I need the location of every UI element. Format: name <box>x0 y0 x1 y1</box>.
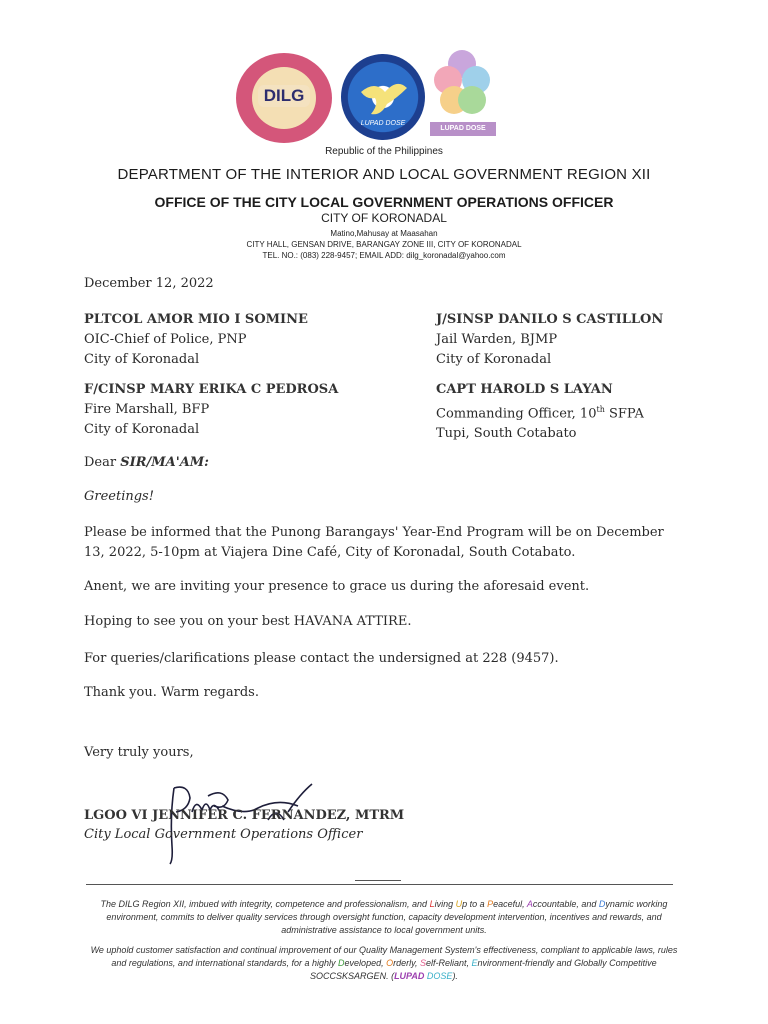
recipient-title: OIC-Chief of Police, PNP <box>84 332 247 347</box>
recipient-name: PLTCOL AMOR MIO I SOMINE <box>84 312 308 327</box>
footer-quality-policy: We uphold customer satisfaction and continual improvement of our Quality Management System's effectiveness, compliant to applicable laws, rules and regulations, and international standards, for a highly Developed, Orderly, Self-Reliant, Environment-friendly and Globally Competitive SOCCSKSARGEN. (LUPAD DOSE). <box>90 945 678 981</box>
lupad-dose-seal-text: LUPAD DOSE <box>360 120 406 127</box>
recipient-place: City of Koronadal <box>84 352 200 367</box>
signatory-name: LGOO VI JENNIFER C. FERNANDEZ, MTRM <box>84 808 405 823</box>
body-paragraph: Thank you. Warm regards. <box>84 685 259 700</box>
recipient-title: Fire Marshall, BFP <box>84 402 210 417</box>
body-paragraph: Anent, we are inviting your presence to grace us during the aforesaid event. <box>84 579 590 594</box>
lupad-dose-logo <box>430 50 496 136</box>
greeting: Greetings! <box>84 489 154 504</box>
recipient-block <box>436 380 644 444</box>
recipient-block <box>84 380 338 440</box>
motto: Matino,Mahusay at Maasahan <box>330 229 438 238</box>
lupad-dose-logo-text: LUPAD DOSE <box>430 122 496 136</box>
dilg-seal <box>236 53 332 143</box>
office-title: OFFICE OF THE CITY LOCAL GOVERNMENT OPERATIONS OFFICER <box>154 194 614 210</box>
letter-date: December 12, 2022 <box>84 276 214 291</box>
dilg-logo-text: DILG <box>258 85 310 107</box>
salutation: Dear SIR/MA'AM: <box>84 455 209 470</box>
footer-divider <box>86 884 673 885</box>
recipient-place: Tupi, South Cotabato <box>436 426 577 442</box>
recipient-name: F/CINSP MARY ERIKA C PEDROSA <box>84 382 339 397</box>
body-paragraph: For queries/clarifications please contact the undersigned at 228 (9457). <box>84 651 559 666</box>
dove-icon <box>341 54 425 140</box>
body-paragraph: Please be informed that the Punong Barangays' Year-End Program will be on December 13, 2022, 5-10pm at Viajera Dine Café, City of Koronadal, South Cotabato. <box>84 525 664 560</box>
address: CITY HALL, GENSAN DRIVE, BARANGAY ZONE III, CITY OF KORONADAL <box>246 240 522 249</box>
contact-info: TEL. NO.: (083) 228-9457; EMAIL ADD: dilg_koronadal@yahoo.com <box>262 251 506 260</box>
city-name: CITY OF KORONADAL <box>321 211 447 225</box>
recipient-name: J/SINSP DANILO S CASTILLON <box>436 312 664 327</box>
lupad-dose-seal <box>341 54 425 140</box>
recipient-place: City of Koronadal <box>84 422 200 437</box>
footer-divider-accent <box>355 880 401 881</box>
department-title: DEPARTMENT OF THE INTERIOR AND LOCAL GOVERNMENT REGION XII <box>117 166 651 183</box>
recipient-block <box>436 310 663 370</box>
recipient-title: Commanding Officer, 10th SFPA <box>436 405 644 422</box>
closing: Very truly yours, <box>84 745 194 760</box>
recipient-place: City of Koronadal <box>436 352 552 367</box>
body-paragraph: Hoping to see you on your best HAVANA ATTIRE. <box>84 614 412 629</box>
republic-line: Republic of the Philippines <box>325 146 443 157</box>
recipient-block <box>84 310 308 370</box>
signatory-title: City Local Government Operations Officer <box>84 827 363 842</box>
recipient-name: CAPT HAROLD S LAYAN <box>436 382 613 397</box>
recipient-title: Jail Warden, BJMP <box>436 332 558 347</box>
footer-mission: The DILG Region XII, imbued with integrity, competence and professionalism, and Living Up to a Peaceful, Accountable, and Dynamic working environment, commits to deliver quality services through oversight function, capacity development intervention, incentives and rewards, and administrative assistance to local government units. <box>100 899 668 935</box>
